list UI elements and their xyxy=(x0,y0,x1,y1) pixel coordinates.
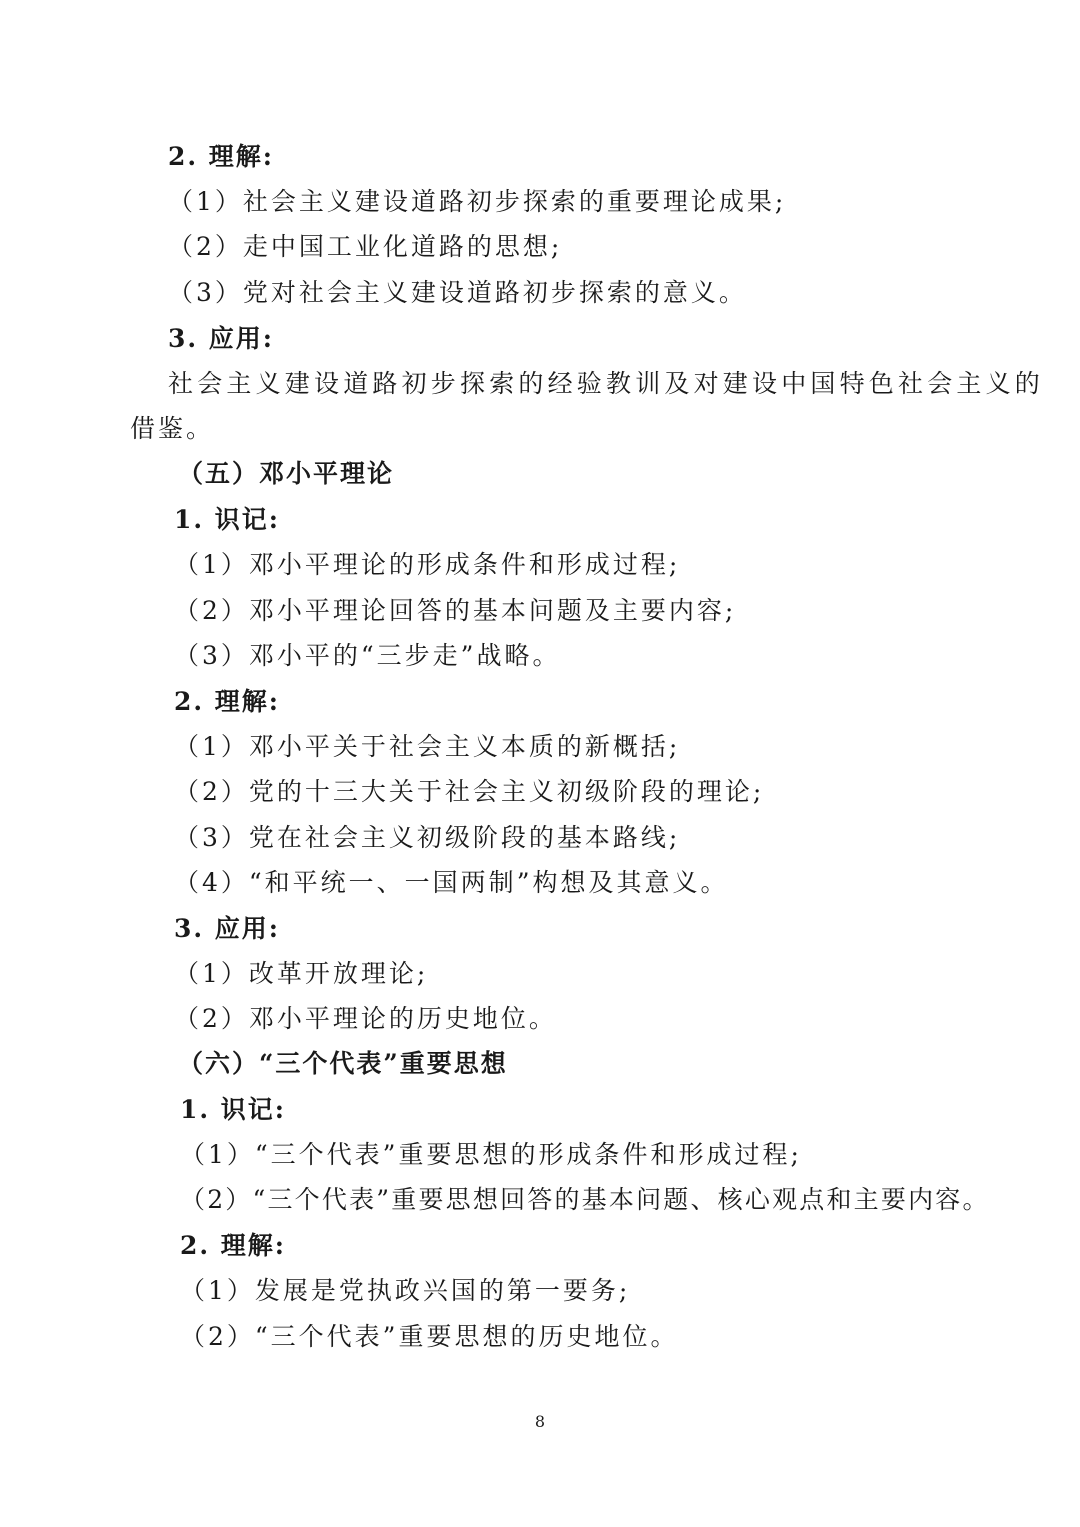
paragraph-line: 借鉴。 xyxy=(130,414,215,443)
heading-application: 3. 应用: xyxy=(168,324,275,353)
list-item: （2）“三个代表”重要思想的历史地位。 xyxy=(180,1322,679,1351)
list-item: （1）社会主义建设道路初步探索的重要理论成果; xyxy=(168,187,787,216)
heading-memorize: 1. 识记: xyxy=(174,505,281,534)
list-item: （2）邓小平理论回答的基本问题及主要内容; xyxy=(174,596,737,625)
section-title: （六）“三个代表”重要思想 xyxy=(178,1049,508,1078)
list-item: （1）邓小平理论的形成条件和形成过程; xyxy=(174,550,681,579)
list-item: （2）邓小平理论的历史地位。 xyxy=(174,1004,557,1033)
section-title: （五）邓小平理论 xyxy=(178,459,395,488)
list-item: （1）邓小平关于社会主义本质的新概括; xyxy=(174,732,681,761)
list-item: （1）“三个代表”重要思想的形成条件和形成过程; xyxy=(180,1140,802,1169)
list-item: （3）党对社会主义建设道路初步探索的意义。 xyxy=(168,278,747,307)
list-item: （4）“和平统一、一国两制”构想及其意义。 xyxy=(174,868,729,897)
list-item: （2）走中国工业化道路的思想; xyxy=(168,232,563,261)
list-item: （2）党的十三大关于社会主义初级阶段的理论; xyxy=(174,777,765,806)
heading-understanding: 2. 理解: xyxy=(180,1231,287,1260)
heading-application: 3. 应用: xyxy=(174,914,281,943)
list-item: （1）发展是党执政兴国的第一要务; xyxy=(180,1276,631,1305)
list-item: （3）邓小平的“三步走”战略。 xyxy=(174,641,561,670)
heading-memorize: 1. 识记: xyxy=(180,1095,287,1124)
page-number: 8 xyxy=(534,1412,546,1431)
list-item: （2）“三个代表”重要思想回答的基本问题、核心观点和主要内容。 xyxy=(180,1185,990,1214)
heading-understanding: 2. 理解: xyxy=(174,687,281,716)
list-item: （1）改革开放理论; xyxy=(174,959,429,988)
paragraph-line: 社会主义建设道路初步探索的经验教训及对建设中国特色社会主义的 xyxy=(168,369,1045,398)
list-item: （3）党在社会主义初级阶段的基本路线; xyxy=(174,823,681,852)
heading-understanding: 2. 理解: xyxy=(168,142,275,171)
